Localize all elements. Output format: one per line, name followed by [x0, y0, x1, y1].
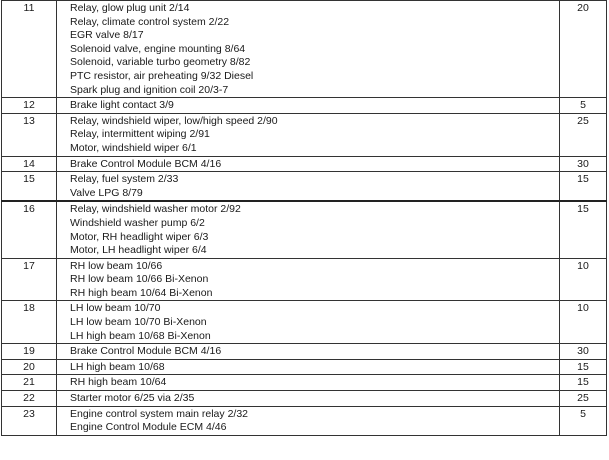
circuit-line: Motor, RH headlight wiper 6/3	[70, 230, 209, 243]
fuse-circuits	[57, 258, 560, 301]
fuse-amperage: 15	[560, 201, 607, 258]
fuse-row	[2, 344, 607, 360]
fuse-number: 11	[2, 1, 57, 98]
fuse-amperage: 10	[560, 301, 607, 344]
fuse-row	[2, 301, 607, 344]
circuit-line: RH high beam 10/64	[70, 376, 167, 389]
fuse-row	[2, 201, 607, 258]
circuit-line: RH high beam 10/64 Bi-Xenon	[70, 286, 213, 299]
circuit-line: LH high beam 10/68 Bi-Xenon	[70, 329, 211, 342]
circuit-line: Relay, intermittent wiping 2/91	[70, 128, 210, 141]
fuse-number: 18	[2, 301, 57, 344]
fuse-circuits	[57, 113, 560, 156]
fuse-number: 14	[2, 156, 57, 172]
fuse-amperage: 10	[560, 258, 607, 301]
fuse-table-body	[2, 1, 607, 436]
fuse-number: 21	[2, 375, 57, 391]
fuse-row	[2, 406, 607, 435]
circuit-line: EGR valve 8/17	[70, 29, 144, 42]
fuse-circuits	[57, 98, 560, 114]
fuse-amperage: 5	[560, 406, 607, 435]
circuit-line: Windshield washer pump 6/2	[70, 216, 205, 229]
circuit-line: RH low beam 10/66 Bi-Xenon	[70, 273, 209, 286]
circuit-line: Relay, glow plug unit 2/14	[70, 2, 190, 14]
circuit-line: Engine Control Module ECM 4/46	[70, 421, 227, 434]
fuse-row	[2, 98, 607, 114]
fuse-number: 15	[2, 172, 57, 202]
circuit-line: LH high beam 10/68	[70, 360, 165, 373]
circuit-line: Relay, climate control system 2/22	[70, 15, 230, 28]
fuse-amperage: 15	[560, 359, 607, 375]
circuit-line: RH low beam 10/66	[70, 259, 163, 272]
circuit-line: Solenoid valve, engine mounting 8/64	[70, 42, 246, 55]
fuse-circuits	[57, 1, 560, 98]
fuse-number: 13	[2, 113, 57, 156]
fuse-amperage: 20	[560, 1, 607, 98]
circuit-line: Brake Control Module BCM 4/16	[70, 157, 222, 170]
fuse-number: 16	[2, 201, 57, 258]
fuse-circuits	[57, 359, 560, 375]
fuse-table	[1, 0, 607, 436]
circuit-line: Brake light contact 3/9	[70, 99, 174, 112]
circuit-line: Starter motor 6/25 via 2/35	[70, 392, 195, 405]
fuse-row	[2, 113, 607, 156]
fuse-amperage: 15	[560, 375, 607, 391]
circuit-line: PTC resistor, air preheating 9/32 Diesel	[70, 69, 254, 82]
fuse-amperage: 5	[560, 98, 607, 114]
fuse-number: 22	[2, 391, 57, 407]
fuse-circuits	[57, 391, 560, 407]
circuit-line: Relay, windshield wiper, low/high speed 2/90	[70, 114, 278, 127]
fuse-amperage: 30	[560, 344, 607, 360]
circuit-line: Valve LPG 8/79	[70, 186, 143, 199]
fuse-row	[2, 391, 607, 407]
fuse-amperage: 15	[560, 172, 607, 202]
fuse-row	[2, 359, 607, 375]
circuit-line: Relay, fuel system 2/33	[70, 173, 179, 186]
fuse-amperage: 30	[560, 156, 607, 172]
fuse-circuits	[57, 344, 560, 360]
circuit-line: Solenoid, variable turbo geometry 8/82	[70, 56, 251, 69]
fuse-circuits	[57, 406, 560, 435]
fuse-circuits	[57, 201, 560, 258]
fuse-circuits	[57, 301, 560, 344]
fuse-number: 17	[2, 258, 57, 301]
circuit-line: LH low beam 10/70 Bi-Xenon	[70, 316, 207, 329]
fuse-row	[2, 1, 607, 98]
fuse-circuits	[57, 172, 560, 202]
fuse-number: 20	[2, 359, 57, 375]
fuse-row	[2, 156, 607, 172]
circuit-line: LH low beam 10/70	[70, 302, 161, 315]
circuit-line: Spark plug and ignition coil 20/3-7	[70, 83, 229, 96]
fuse-number: 12	[2, 98, 57, 114]
circuit-line: Motor, windshield wiper 6/1	[70, 141, 197, 154]
fuse-circuits	[57, 375, 560, 391]
circuit-line: Motor, LH headlight wiper 6/4	[70, 244, 207, 257]
fuse-amperage: 25	[560, 113, 607, 156]
fuse-row	[2, 258, 607, 301]
circuit-line: Brake Control Module BCM 4/16	[70, 345, 222, 358]
fuse-row	[2, 172, 607, 202]
fuse-number: 23	[2, 406, 57, 435]
circuit-line: Engine control system main relay 2/32	[70, 407, 249, 420]
circuit-line: Relay, windshield washer motor 2/92	[70, 203, 241, 216]
fuse-circuits	[57, 156, 560, 172]
fuse-number: 19	[2, 344, 57, 360]
fuse-amperage: 25	[560, 391, 607, 407]
fuse-row	[2, 375, 607, 391]
